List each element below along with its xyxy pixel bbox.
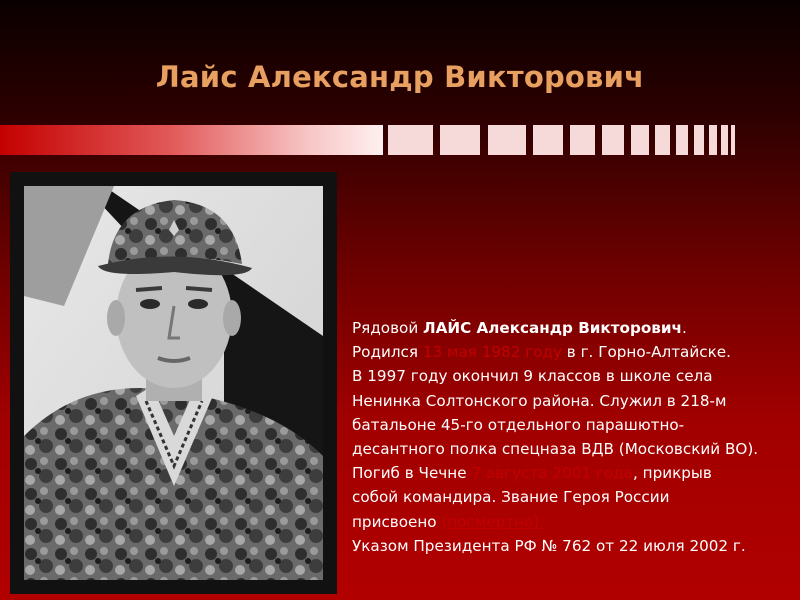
death-date: 7 августа 2001 года <box>471 464 633 483</box>
bio-text: присвоено <box>352 512 442 531</box>
stripe-block <box>709 125 717 155</box>
bio-line: В 1997 году окончил 9 классов в школе села <box>352 367 713 386</box>
stripe-block <box>533 125 563 155</box>
biography-text <box>352 316 792 558</box>
bio-line: собой командира. Звание Героя России <box>352 488 670 507</box>
bio-rank: Рядовой <box>352 319 424 337</box>
stripe-block <box>631 125 649 155</box>
bio-line <box>352 510 792 534</box>
stripe-block <box>602 125 624 155</box>
slide-title: Лайс Александр Викторович <box>155 60 645 94</box>
bio-line: Указом Президента РФ № 762 от 22 июля 2002 г. <box>352 536 746 555</box>
bio-line <box>352 461 792 485</box>
stripe-block <box>721 125 728 155</box>
bio-text: Погиб в Чечне <box>352 464 472 483</box>
bio-text: Родился <box>352 343 423 362</box>
portrait-photo <box>10 172 337 594</box>
birth-date: 13 мая 1982 году <box>422 343 562 362</box>
bio-line: Ненинка Солтонского района. Служил в 218-м <box>352 391 727 410</box>
stripe-block <box>440 125 480 155</box>
stripe-block <box>570 125 595 155</box>
bio-line: десантного полка спецназа ВДВ (Московский ВО). <box>352 440 759 459</box>
bio-line <box>352 316 792 340</box>
stripe-block <box>694 125 704 155</box>
bio-name: ЛАЙС Александр Викторович <box>423 319 682 337</box>
stripe-block <box>731 125 735 155</box>
stripe-block <box>676 125 688 155</box>
stripe-block <box>655 125 670 155</box>
soldier-portrait-image <box>24 186 323 580</box>
bio-line <box>352 340 792 364</box>
bio-line: батальоне 45-го отдельного парашютно- <box>352 415 685 434</box>
decorative-stripe <box>0 125 800 155</box>
stripe-block <box>388 125 433 155</box>
gradient-bar <box>0 125 383 155</box>
bio-text: , прикрыв <box>632 464 712 483</box>
posthumous-note: (посмертно). <box>441 512 545 531</box>
stripe-block <box>488 125 526 155</box>
bio-punct: . <box>681 319 687 337</box>
bio-text: в г. Горно-Алтайске. <box>561 343 731 362</box>
